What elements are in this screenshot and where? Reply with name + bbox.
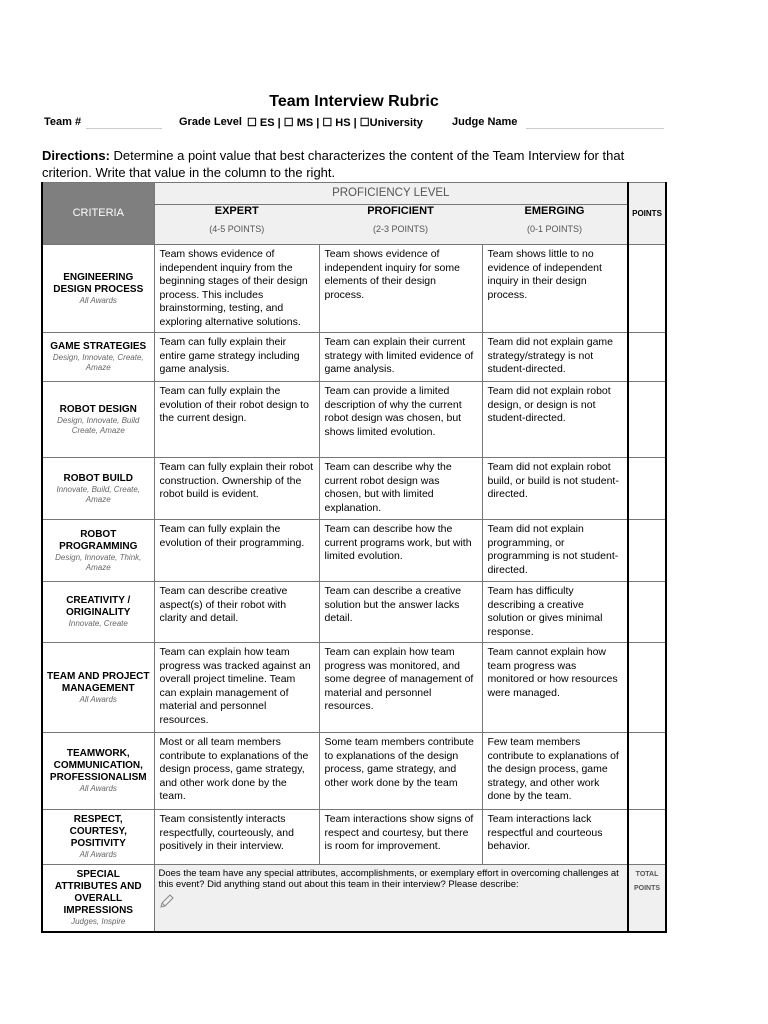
proficient-cell: Team can describe why the current robot design was chosen, but with limited explanation. — [319, 458, 482, 520]
points-emerging: (0-1 POINTS) — [482, 223, 628, 245]
expert-cell: Team can fully explain their robot construction. Ownership of the robot build is evident. — [154, 458, 319, 520]
expert-cell: Team shows evidence of independent inquiry from the beginning stages of their design process. This includes brainstorming, testing, and exploring alternative solutions. — [154, 245, 319, 333]
criterion-cell — [42, 865, 154, 932]
proficient-cell: Team can explain their current strategy with limited evidence of game analysis. — [319, 333, 482, 382]
level-proficient: PROFICIENT — [319, 205, 482, 223]
criteria-header: CRITERIA — [42, 183, 154, 245]
expert-cell: Team can fully explain their entire game strategy including game analysis. — [154, 333, 319, 382]
level-expert: EXPERT — [154, 205, 319, 223]
table-row — [42, 382, 666, 458]
criterion-name: RESPECT, COURTESY, POSITIVITY — [69, 814, 127, 849]
total-points-cell[interactable] — [628, 865, 666, 932]
criterion-awards: Design, Innovate, Create, Amaze — [52, 353, 144, 372]
emerging-cell: Team did not explain robot build, or build is not student-directed. — [482, 458, 628, 520]
points-input[interactable] — [628, 810, 666, 865]
criterion-awards: Judges, Inspire — [71, 916, 126, 926]
points-input[interactable] — [628, 733, 666, 810]
criterion-name: ROBOT DESIGN — [59, 403, 137, 415]
emerging-cell: Few team members contribute to explanations of the design process, game strategy, and other work done by the team. — [482, 733, 628, 810]
points-proficient: (2-3 POINTS) — [319, 223, 482, 245]
table-row — [42, 582, 666, 643]
judge-label: Judge Name — [452, 116, 518, 128]
special-row — [42, 865, 666, 932]
criterion-cell — [42, 733, 154, 810]
points-input[interactable] — [628, 245, 666, 333]
criterion-name: TEAM AND PROJECT MANAGEMENT — [47, 670, 150, 694]
special-comments-field[interactable] — [154, 865, 628, 932]
emerging-cell: Team did not explain game strategy/strategy is not student-directed. — [482, 333, 628, 382]
criterion-cell — [42, 382, 154, 458]
proficient-cell: Team shows evidence of independent inquiry for some elements of their design process. — [319, 245, 482, 333]
directions — [42, 147, 664, 181]
criterion-cell — [42, 643, 154, 733]
criterion-cell — [42, 245, 154, 333]
expert-cell: Team can fully explain the evolution of their robot design to the current design. — [154, 382, 319, 458]
criterion-awards: All Awards — [79, 850, 117, 859]
criterion-name: TEAMWORK, COMMUNICATION, PROFESSIONALISM — [49, 748, 147, 783]
header-row — [44, 116, 666, 132]
criterion-name: ROBOT PROGRAMMING — [59, 528, 138, 552]
criterion-name: CREATIVITY / ORIGINALITY — [66, 595, 131, 618]
criterion-name: GAME STRATEGIES — [50, 341, 147, 352]
proficient-cell: Team can describe a creative solution but the answer lacks detail. — [319, 582, 482, 643]
expert-cell: Team can describe creative aspect(s) of their robot with clarity and detail. — [154, 582, 319, 643]
total-points-label: TOTAL POINTS — [633, 871, 661, 892]
expert-cell: Team can fully explain the evolution of their programming. — [154, 520, 319, 582]
judge-name-field[interactable] — [526, 128, 664, 129]
rubric-table — [41, 182, 667, 933]
criterion-cell — [42, 520, 154, 582]
proficient-cell: Some team members contribute to explanations of the design process, game strategy, and other work done by the team — [319, 733, 482, 810]
criterion-name: SPECIAL ATTRIBUTES AND OVERALL IMPRESSIONS — [54, 868, 142, 916]
criterion-cell — [42, 582, 154, 643]
proficient-cell: Team interactions show signs of respect and courtesy, but there is room for improvement. — [319, 810, 482, 865]
emerging-cell: Team interactions lack respectful and courteous behavior. — [482, 810, 628, 865]
points-input[interactable] — [628, 520, 666, 582]
criterion-awards: All Awards — [79, 295, 117, 305]
points-input[interactable] — [628, 458, 666, 520]
criterion-name: ENGINEERING DESIGN PROCESS — [53, 271, 144, 295]
points-input[interactable] — [628, 382, 666, 458]
special-prompt: Does the team have any special attributes, accomplishments, or exemplary effort in overcoming challenges at this event? Did anything stand out about this team in their interview? Please describe: — [158, 868, 619, 890]
expert-cell: Most or all team members contribute to explanations of the design process, game strategy, and other work done by the team. — [154, 733, 319, 810]
proficient-cell: Team can describe how the current programs work, but with limited evolution. — [319, 520, 482, 582]
criterion-awards: Innovate, Create — [68, 619, 128, 628]
pencil-icon — [159, 893, 175, 909]
emerging-cell: Team has difficulty describing a creative solution or gives minimal response. — [482, 582, 628, 643]
criterion-name: ROBOT BUILD — [63, 472, 133, 484]
emerging-cell: Team did not explain robot design, or design is not student-directed. — [482, 382, 628, 458]
table-row — [42, 458, 666, 520]
criterion-cell — [42, 333, 154, 382]
criterion-cell — [42, 810, 154, 865]
table-row — [42, 643, 666, 733]
points-input[interactable] — [628, 643, 666, 733]
points-input[interactable] — [628, 333, 666, 382]
expert-cell: Team can explain how team progress was tracked against an overall project timeline. Team can explain management of material and personnel resources. — [154, 643, 319, 733]
criterion-awards: All Awards — [79, 784, 117, 793]
criterion-awards: All Awards — [79, 694, 117, 704]
table-row — [42, 245, 666, 333]
points-header: POINTS — [628, 183, 666, 245]
table-row — [42, 333, 666, 382]
table-row — [42, 810, 666, 865]
grade-label: Grade Level — [179, 116, 242, 128]
team-label: Team # — [44, 116, 82, 128]
proficient-cell: Team can provide a limited description of why the current robot design was chosen, but shows limited evolution. — [319, 382, 482, 458]
directions-label: Directions: — [42, 148, 110, 163]
emerging-cell: Team did not explain programming, or programming is not student-directed. — [482, 520, 628, 582]
table-row — [42, 520, 666, 582]
criterion-awards: Design, Innovate, Think, Amaze — [55, 552, 142, 572]
level-emerging: EMERGING — [482, 205, 628, 223]
points-input[interactable] — [628, 582, 666, 643]
emerging-cell: Team cannot explain how team progress was monitored or how resources were managed. — [482, 643, 628, 733]
criterion-awards: Design, Innovate, Build Create, Amaze — [57, 415, 140, 435]
proficiency-header: PROFICIENCY LEVEL — [154, 183, 628, 205]
grade-options[interactable]: ☐ ES | ☐ MS | ☐ HS | ☐University — [247, 117, 423, 129]
criterion-awards: Innovate, Build, Create, Amaze — [56, 484, 141, 504]
expert-cell: Team consistently interacts respectfully, courteously, and positively in their interview. — [154, 810, 319, 865]
directions-text: Determine a point value that best characterizes the content of the Team Interview for that criterion. Write that value in the column to the right. — [42, 148, 625, 180]
page-title: Team Interview Rubric — [269, 93, 439, 110]
points-expert: (4-5 POINTS) — [154, 223, 319, 245]
proficient-cell: Team can explain how team progress was monitored, and some degree of management of material and personnel resources. — [319, 643, 482, 733]
criterion-cell — [42, 458, 154, 520]
table-row — [42, 733, 666, 810]
team-number-field[interactable] — [86, 128, 162, 129]
emerging-cell: Team shows little to no evidence of independent inquiry in their design process. — [482, 245, 628, 333]
